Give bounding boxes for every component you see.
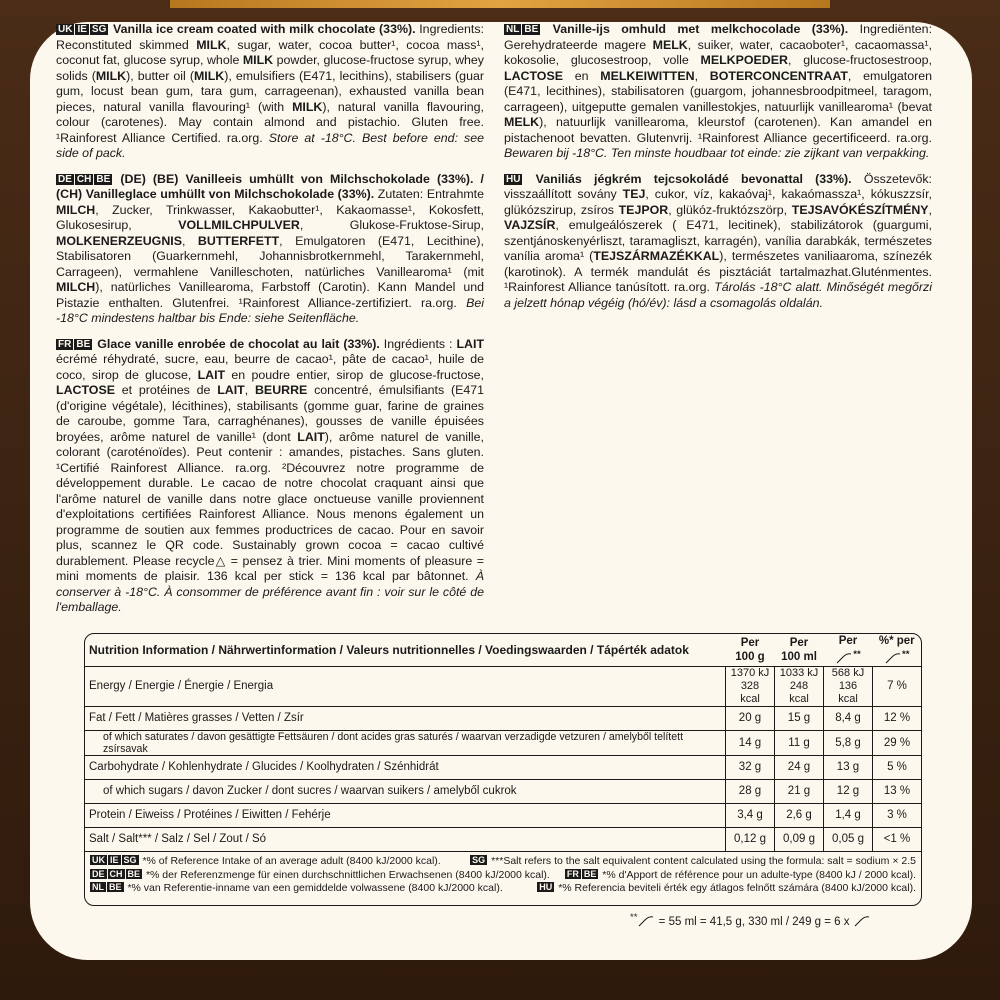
portion-note: ** = 55 ml = 41,5 g, 330 ml / 249 g = 6 x <box>630 912 871 928</box>
lang-tag: BE <box>524 24 539 35</box>
nutrient-label: Protein / Eiweiss / Protéines / Eiwitten / Fehérje <box>85 803 726 827</box>
nutrient-label: of which sugars / davon Zucker / dont sucres / waarvan suikers / amelyből cukrok <box>85 779 726 803</box>
ingredients-de: DE CH BE (DE) (BE) Vanilleeis umhüllt von Milchschokolade (33%). / (CH) Vanilleglace umhüllt von Milchschokolade (33%). Zutaten: Entrahmte MILCH, Zucker, Trinkwasser, Kakaobutter¹, Kakaomasse¹, Kokosfett, Glukosesirup, VOLLMILCHPULVER, Glukose-Fruktose-Sirup, MOLKENERZEUGNIS, BUTTERFETT, Emulgatoren (E471, Lecithine), Stabilisatoren (Guarkernmehl, Johannisbrotkernmehl, Tarakernmehl, Carrageen), vermahlene Vanilleschoten, natürliches Vanillearoma¹ (mit MILCH), natürliches Vanillearoma, Farbstoff (Carotin). Kann Mandel und Pistazie enthalten. Glutenfrei. ¹Rainforest Alliance-zertifiziert. ra.org. Bei -18°C mindestens haltbar bis Ende: siehe Seitenfläche. <box>56 171 484 325</box>
pct-per-portion: 3 % <box>873 803 922 827</box>
value-per-100g: 1370 kJ 328 kcal <box>726 666 775 706</box>
nutrition-row-fat <box>85 706 921 730</box>
nutrition-footnotes <box>85 851 921 899</box>
value-per-portion: 12 g <box>824 779 873 803</box>
ingredients-left-column <box>56 22 484 626</box>
lang-tag: FR <box>566 868 579 879</box>
value-per-portion: 8,4 g <box>824 706 873 730</box>
lang-tag: CH <box>76 173 92 185</box>
nutrition-table <box>84 633 922 906</box>
value-per-100ml: 2,6 g <box>775 803 824 827</box>
value-per-portion: 5,8 g <box>824 730 873 755</box>
ingredients-columns <box>56 22 933 614</box>
value-per-100g: 3,4 g <box>726 803 775 827</box>
product-title: Vaniliás jégkrém tejcsokoládé bevonattal (33%). <box>535 171 852 186</box>
ice-cream-stick-icon <box>835 652 853 664</box>
lang-tag: BE <box>127 868 141 879</box>
lang-tag: UK <box>92 854 105 865</box>
nutrition-row-salt <box>85 827 921 851</box>
value-per-100ml: 0,09 g <box>775 827 824 851</box>
nutrient-label: Salt / Salt*** / Salz / Sel / Zout / Só <box>85 827 726 851</box>
product-title: Glace vanille enrobée de chocolat au lait (33%). <box>97 336 380 351</box>
value-per-portion: 13 g <box>824 755 873 779</box>
lang-tag: DE <box>58 173 72 185</box>
ice-cream-stick-icon <box>884 652 902 664</box>
lang-tag: NL <box>92 882 104 893</box>
fr-continued: ), arôme naturel de vanille, colorant (caroténoïdes). Peut contenir : amandes, pistaches. Sans gluten. ¹Certifié Rainforest Alliance. ra.org. ²Découvrez notre programme de développement durable. Le cacao de notre chocolat craquant ainsi que l'arôme naturel de vanille dans notre glace onctueuse vanille proviennent d'exploitations certifiées Rainforest Alliance. Nous menons également un programme de soutien aux femmes productrices de cacao. Pour en savoir plus, scannez le QR code. Sustainably grown cocoa = cacao cultivé durablement. Please recycle <box>56 429 484 568</box>
lang-tag: SG <box>472 854 486 865</box>
lang-tag: UK <box>58 24 73 35</box>
nutrition-row-energy <box>85 666 921 706</box>
ingredients-uk: UK IE SG Vanilla ice cream coated with milk chocolate (33%). Ingredients: Reconstituted skimmed MILK, sugar, water, cocoa butter¹, cocoa mass¹, coconut fat, glucose syrup, whole MILK powder, glucose-fructose syrup, whey solids (MILK), butter oil (MILK), emulsifiers (E471, lecithins), stabilisers (guar gum, locust bean gum, tara gum, carrageenan), exhausted vanilla bean pieces, natural vanilla flavouring¹ (with MILK), natural vanilla flavouring, colour (carotenes). May contain almond and pistachio. Gluten free. ¹Rainforest Alliance Certified. ra.org. Store at -18°C. Best before end: see side of pack. <box>56 22 485 160</box>
ingredients-right-column <box>504 22 932 321</box>
nutrition-row-protein <box>85 803 921 827</box>
lang-tag: SG <box>123 854 137 865</box>
product-title: Vanilla ice cream coated with milk chocolate (33%). <box>113 22 416 36</box>
lang-tag: BE <box>76 338 91 350</box>
lang-tag: IE <box>110 854 119 865</box>
value-per-100g: 28 g <box>726 779 775 803</box>
nutrition-grid <box>85 634 921 851</box>
ingredients-fr: FR BE Glace vanille enrobée de chocolat au lait (33%). Ingrédients : LAIT écrémé réhydraté, sucre, eau, beurre de cacao¹, pâte de cacao¹, huile de coco, sirop de glucose, LAIT en poudre entier, sirop de glucose-fructose, LACTOSE et protéines de LAIT, BEURRE concentré, émulsifiants (E471 (d'origine végétale), lécithines), stabilisants (gomme guar, farine de graines de caroube, gomme Tara, carraghénanes), gousses de vanille épuisées broyées, arôme naturel de vanille¹ (dont LAIT), arôme naturel de vanille, colorant (caroténoïdes). Peut contenir : amandes, pistaches. Sans gluten. ¹Certifié Rainforest Alliance. ra.org. ²Découvrez notre programme de développement durable. Le cacao de notre chocolat craquant ainsi que l'arôme naturel de vanille dans notre glace onctueuse vanille proviennent d'exploitations certifiées Rainforest Alliance. Nous menons également un programme de soutien aux femmes productrices de cacao. Pour en savoir plus, scannez le QR code. Sustainably grown cocoa = cacao cultivé durablement. Please recycle△ = pensez à trier. Mini moments of pleasure = mini moments de plaisir. 136 kcal per stick = 136 kcal par bâtonnet. À conserver à -18°C. À consommer de préférence avant fin : voir sur le côté de l'emballage. <box>56 336 485 614</box>
value-per-100ml: 15 g <box>775 706 824 730</box>
footnote-line: UK IE SG *% of Reference Intake of an average adult (8400 kJ/2000 kcal). SG ***Salt refers to the salt equivalent content calculated using the formula: salt = sodium × 2.5 <box>92 854 916 867</box>
lang-tag: SG <box>91 24 107 35</box>
lang-tag: NL <box>506 24 520 35</box>
nutrient-label: Fat / Fett / Matières grasses / Vetten / Zsír <box>85 706 726 730</box>
value-per-100g: 20 g <box>726 706 775 730</box>
value-per-100ml: 21 g <box>775 779 824 803</box>
nutrient-label: Energy / Energie / Énergie / Energia <box>85 666 726 706</box>
value-per-100g: 0,12 g <box>726 827 775 851</box>
lang-tag: HU <box>506 173 521 185</box>
lang-tag: BE <box>109 882 122 893</box>
lang-tag: IE <box>77 24 87 35</box>
lang-tag: HU <box>539 882 553 893</box>
nutrition-row-sugars <box>85 779 921 803</box>
recycle-icon: △ <box>214 553 227 568</box>
per-100g-header: Per 100 g <box>735 636 765 663</box>
nutrient-label: of which saturates / davon gesättigte Fettsäuren / dont acides gras saturés / waarvan verzadigde vetzuren / amelyből telített zsírsavak <box>85 730 726 755</box>
ingredients-hu: HU Vaniliás jégkrém tejcsokoládé bevonattal (33%). Összetevők: visszaállított sovány TEJ, cukor, víz, kakaóvaj¹, kakaómassza¹, kókuszzsír, glükózszirup, zsíros TEJPOR, glükóz-fruktózszörp, TEJSAVÓKÉSZÍTMÉNY, VAJZSÍR, emulgeálószerek ( E471, lecitinek), stabilizátorok (guargumi, szentjánoskenyérliszt, taramagliszt, karragén), vanília darabkák, természetes vanília aroma¹ (TEJSZÁRMAZÉKKAL), természetes vaniliaaroma, színezék (karotinok). A termék mandulát és pisztáciát tartalmazhat.Gluténmentes. ¹Rainforest Alliance tanúsított. ra.org. Tárolás -18°C alatt. Minőségét megőrzi a jelzett hónap végéig (hó/év): lásd a csomagolás oldalán. <box>504 171 932 310</box>
nutrition-header-row <box>85 634 921 666</box>
lang-tag: FR <box>58 338 72 350</box>
lang-tag: BE <box>583 868 597 879</box>
gold-strip <box>170 0 830 8</box>
nutrient-label: Carbohydrate / Kohlenhydrate / Glucides / Koolhydraten / Szénhidrát <box>85 755 726 779</box>
value-per-100ml: 11 g <box>775 730 824 755</box>
product-title: (DE) (BE) Vanilleeis umhüllt von Milchschokolade (33%). / (CH) Vanilleglace umhüllt von Milchschokolade (33%). <box>56 171 484 201</box>
pct-per-portion: 12 % <box>873 706 922 730</box>
pct-per-portion-header: %* per ** <box>873 634 922 666</box>
pct-per-portion: 13 % <box>873 779 922 803</box>
lang-tag: CH <box>109 868 123 879</box>
nutrition-row-saturates <box>85 730 921 755</box>
per-100ml-header: Per 100 ml <box>781 636 817 663</box>
value-per-portion: 0,05 g <box>824 827 873 851</box>
value-per-100ml: 24 g <box>775 755 824 779</box>
footnote-line: DE CH BE *% der Referenzmenge für einen durchschnittlichen Erwachsenen (8400 kJ/2000 kcal). FR BE *% d'Apport de référence pour un adulte-type (8400 kJ / 2000 kcal). <box>92 868 916 881</box>
pct-per-portion: 7 % <box>873 666 922 706</box>
nutrition-title: Nutrition Information / Nährwertinformation / Valeurs nutritionnelles / Voedingswaarden / Tápérték adatok <box>89 642 689 657</box>
pct-per-portion: 5 % <box>873 755 922 779</box>
product-title: Vanille-ijs omhuld met melkchocolade (33%). <box>552 22 849 36</box>
value-per-portion: 568 kJ 136 kcal <box>824 666 873 706</box>
pct-per-portion: <1 % <box>873 827 922 851</box>
pct-per-portion: 29 % <box>873 730 922 755</box>
value-per-100g: 32 g <box>726 755 775 779</box>
lang-tag: BE <box>96 173 111 185</box>
per-portion-header: Per ** <box>824 634 873 666</box>
value-per-portion: 1,4 g <box>824 803 873 827</box>
value-per-100ml: 1033 kJ 248 kcal <box>775 666 824 706</box>
ingredients-nl: NL BE Vanille-ijs omhuld met melkchocolade (33%). Ingrediënten: Gerehydrateerde magere MELK, suiker, water, cacaoboter¹, cacaomassa¹, kokosolie, glucosestroop, volle MELKPOEDER, glucose-fructosestroop, LACTOSE en MELKEIWITTEN, BOTERCONCENTRAAT, emulgatoren (E471, lecithines), stabilisatoren (guargom, johannesbroodpitmeel, taragom, carrageen), uitgeputte gemalen vanillestokjes, natuurlijk vanillearoma¹ (bevat MELK), natuurlijk vanillearoma, kleurstof (carotenen). Kan amandel en pistachenoot bevatten. Glutenvrij. ¹Rainforest Alliance gecertificeerd. ra.org. Bewaren bij -18°C. Ten minste houdbaar tot einde: zie zijkant van verpakking. <box>504 22 933 160</box>
footnote-line: NL BE *% van Referentie-inname van een gemiddelde volwassene (8400 kJ/2000 kcal). HU *% Referencia beviteli érték egy átlagos felnőtt számára (8400 kJ/2000 kcal). <box>92 882 916 895</box>
lang-tag: DE <box>92 868 105 879</box>
value-per-100g: 14 g <box>726 730 775 755</box>
ice-cream-stick-icon <box>637 915 655 927</box>
ice-cream-stick-icon <box>853 915 871 927</box>
nutrition-row-carbohydrate <box>85 755 921 779</box>
